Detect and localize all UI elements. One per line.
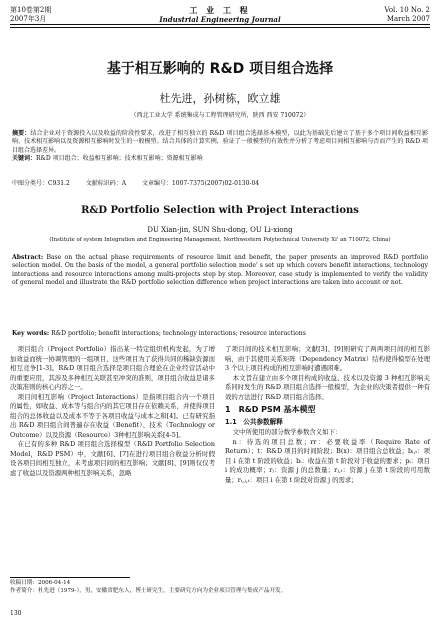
article-number: 文章编号：1007-7375(2007)02-0130-04 [141,180,260,187]
footnote-rule [10,577,130,578]
body-paragraph: 项目间相互影响（Project Interactions）是指项目组合内一个项目的属性，如收益、成本等与组合内的其它项目存在依赖关系，并使得项目组合的总体收益以及成本不等于各项目收益与成本之和[4]。已有研究指出 R&D 项目组合间普遍存在收益（Benefit）、技术（Technology or Outcome）以及资源（Resource）3种相互影响关系[4-5]。 [10,392,215,439]
footnote [10,580,430,595]
page-number: 130 [10,610,22,617]
body-paragraph: 本文旨在建立由多个项目构成的收益、技术以及资源 3 种相互影响关系同时发生的 R&D 项目组合选择一般模型，为企业的决策者提供一种有效的方法进行 R&D 项目组合选择。 [225,373,431,401]
paper-title-cn: 基于相互影响的 R&D 项目组合选择 [106,61,334,77]
header-rule-thin [10,27,430,28]
body-right-column [225,345,430,485]
keywords-en-text: R&D portfolio; benefit interactions; technology interactions; resource interactions [51,330,306,337]
journal-name-cn: 工 业 工 程 [189,6,251,15]
abstract-en-text: Base on the actual phase requirements of resource limit and benefit, the paper presents an improved R&D portfolio selection model. On the basis of the model, a general portfolio selection mode' s set up which covers benefit interactions, technology interactions and resource interactions among multi-projects step by step. Moreover, case study is implemented to verify the validity of general model and illustrate the R&D portfolio selection difference when project interactions are taken into account or not. [12,254,428,287]
section-heading: 1 R&D PSM 基本模型 [225,405,316,414]
keywords-en-label: Key words: [12,330,50,337]
author-bio: 作者简介：杜先进（1979-），男，安徽省肥东人，博士研究生，主要研究方向为企业项目管理与集成产品开发。 [10,587,287,594]
abstract-en [12,254,428,288]
issue-en: Vol. 10 No. 2 [384,6,430,14]
abstract-en-label: Abstract: [12,254,44,261]
header-center [10,6,430,24]
affiliation-en: (Institute of system Integration and Engineering Management, Northwestern Polytechnical University Xi' an 710072, China) [49,237,391,243]
authors-cn: 杜先进，孙树栋，欧立雄 [159,92,281,105]
body-left-column [10,345,215,478]
keywords-cn-label: 关键词： [12,155,37,163]
running-header [10,6,430,36]
affiliation-cn: （西北工业大学 系统集成与工程管理研究所，陕西 西安 710072） [130,112,310,119]
abstract-cn-text: 结合企业对于资源投入以及收益的阶段性要求，改进了相互独立的 R&D 项目组合选择基本模型，以此为基础先后建立了基于多个项目间收益相互影响、技术相互影响以及资源相互影响时发生的一般模型。结合具体的计算实例，验证了一般模型的有效性并分析了考虑项目间相互影响与否而产生的 R&D 项目组合选择差异。 [12,130,428,154]
journal-name-en: Industrial Engineering Journal [159,15,281,24]
clc-number: 中图分类号：C931.2 [12,180,70,187]
date-en: March 2007 [386,15,430,23]
header-right [384,6,430,24]
authors-en: DU Xian-jin, SUN Shu-dong, OU Li-xiong [147,226,293,234]
date-cn: 2007年3月 [10,15,47,23]
body-paragraph: 了项目间的技术相互影响；文献[3]、[9]则研究了两两项目间的相互影响，由于其使用关系矩阵（Dependency Matrix）结构使得模型在处理 3 个以上项目构成的相互影响时遭遇困难。 [225,345,430,372]
header-rule [10,24,430,25]
body-paragraph: 在已有的多种 R&D 项目组合选择模型（R&D Portfolio Selection Model，R&D PSM）中，文献[6]、[7]在进行项目组合收益分析时假设各项目间相互独立，未考虑项目间的相互影响；文献[8]、[9]则仅仅考虑了收益以及资源两种相互影响关系，忽略 [10,440,215,477]
body-paragraph: 项目组合（Project Portfolio）指出某一特定组织机构发起，为了增加效益而统一协调管理的一组项目，这些项目为了获得共同的稀缺资源而相互竞争[1-3]。R&D 项目组合选择是项目组合理论在企业经营活动中的重要应用，其涉及多种相互关联甚至冲突的准则，项目组合收益是诸多决策准则的核心内容之一。 [10,345,215,391]
paper-title-en: R&D Portfolio Selection with Project Interactions [81,205,359,216]
abstract-cn [12,130,428,164]
abstract-cn-label: 摘要： [12,130,31,137]
keywords-en [12,330,428,337]
document-code: 文献标识码：A [85,180,127,187]
subsection-heading: 1.1 公共参数解释 [225,417,283,426]
keywords-cn-text: R&D 项目组合；收益相互影响；技术相互影响；资源相互影响 [36,155,203,163]
issue-cn: 第10卷第2期 [10,6,52,14]
classification-line [12,180,428,188]
received-date: 收稿日期：2006-04-14 [10,580,71,586]
body-paragraph: n：待选的项目总数；rr：必要收益率（Require Rate of Return）；t：R&D 项目的时间阶段；B(x)：项目组合总收益；bᵢ,ₜ：项目 i 在第 t 阶段的收益；bᵢ：收益在第 t 阶段对于收益的要求；pᵢ：项目 i 的成功概率；rⱼ：资源 j 的总数量；rⱼ,ₜ：资源 j 在第 t 阶段的可用数量；rᵢ,ⱼ,ₜ：项目 i 在第 t 阶段对资源 j 的需求； [225,437,430,484]
body-paragraph: 文中所使用的部分数学参数含义如下： [232,428,342,436]
